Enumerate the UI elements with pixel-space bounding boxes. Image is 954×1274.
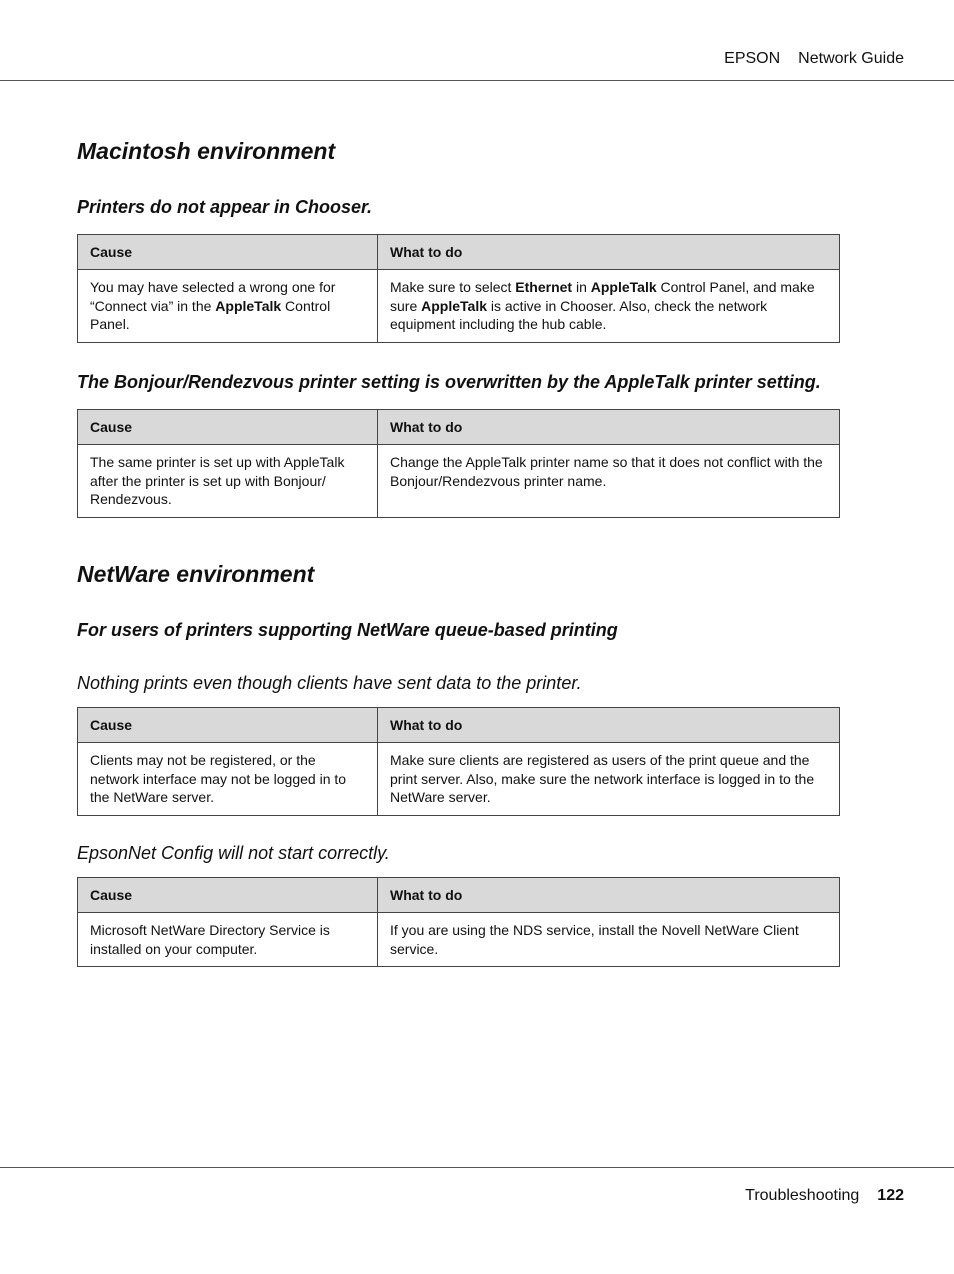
action-header: What to do	[378, 878, 840, 913]
cause-cell: You may have selected a wrong one for “Connect via” in the AppleTalk Control Panel.	[78, 270, 378, 343]
table-header-row	[78, 235, 840, 270]
header-rule	[0, 80, 954, 81]
cause-cell: Microsoft NetWare Directory Service is installed on your computer.	[78, 913, 378, 967]
cause-header: Cause	[78, 235, 378, 270]
cause-cell: The same printer is set up with AppleTalk after the printer is set up with Bonjour/ Rendezvous.	[78, 445, 378, 518]
table-header-row	[78, 708, 840, 743]
netware-subheading: For users of printers supporting NetWare queue-based printing	[77, 620, 618, 640]
table-header-row	[78, 878, 840, 913]
header-title: Network Guide	[798, 50, 904, 67]
header-brand: EPSON	[724, 50, 781, 67]
cause-header: Cause	[78, 410, 378, 445]
netware-section-title: NetWare environment	[77, 561, 315, 587]
table-row	[78, 743, 840, 816]
page-header	[724, 50, 904, 68]
netware-problem2-heading: EpsonNet Config will not start correctly.	[77, 843, 390, 863]
cause-header: Cause	[78, 878, 378, 913]
mac-problem1-table	[77, 234, 840, 343]
table-header-row	[78, 410, 840, 445]
page-footer	[745, 1187, 904, 1205]
mac-problem2-table	[77, 409, 840, 518]
action-cell: Change the AppleTalk printer name so that it does not conflict with the Bonjour/Rendezvous printer name.	[378, 445, 840, 518]
cause-cell: Clients may not be registered, or the network interface may not be logged in to the NetWare server.	[78, 743, 378, 816]
action-header: What to do	[378, 410, 840, 445]
cause-header: Cause	[78, 708, 378, 743]
table-row	[78, 445, 840, 518]
table-row	[78, 270, 840, 343]
page-number: 122	[877, 1187, 904, 1204]
footer-rule	[0, 1167, 954, 1168]
mac-section-title: Macintosh environment	[77, 138, 336, 164]
action-cell: Make sure clients are registered as users of the print queue and the print server. Also, make sure the network interface is logged in to the NetWare server.	[378, 743, 840, 816]
mac-problem2-heading: The Bonjour/Rendezvous printer setting is overwritten by the AppleTalk printer setting.	[77, 372, 821, 392]
footer-section: Troubleshooting	[745, 1187, 860, 1204]
netware-problem2-table	[77, 877, 840, 967]
action-header: What to do	[378, 708, 840, 743]
action-header: What to do	[378, 235, 840, 270]
action-cell: Make sure to select Ethernet in AppleTalk Control Panel, and make sure AppleTalk is active in Chooser. Also, check the network equipment including the hub cable.	[378, 270, 840, 343]
netware-problem1-table	[77, 707, 840, 816]
mac-problem1-heading: Printers do not appear in Chooser.	[77, 197, 373, 217]
netware-problem1-heading: Nothing prints even though clients have sent data to the printer.	[77, 673, 582, 693]
action-cell: If you are using the NDS service, install the Novell NetWare Client service.	[378, 913, 840, 967]
table-row	[78, 913, 840, 967]
